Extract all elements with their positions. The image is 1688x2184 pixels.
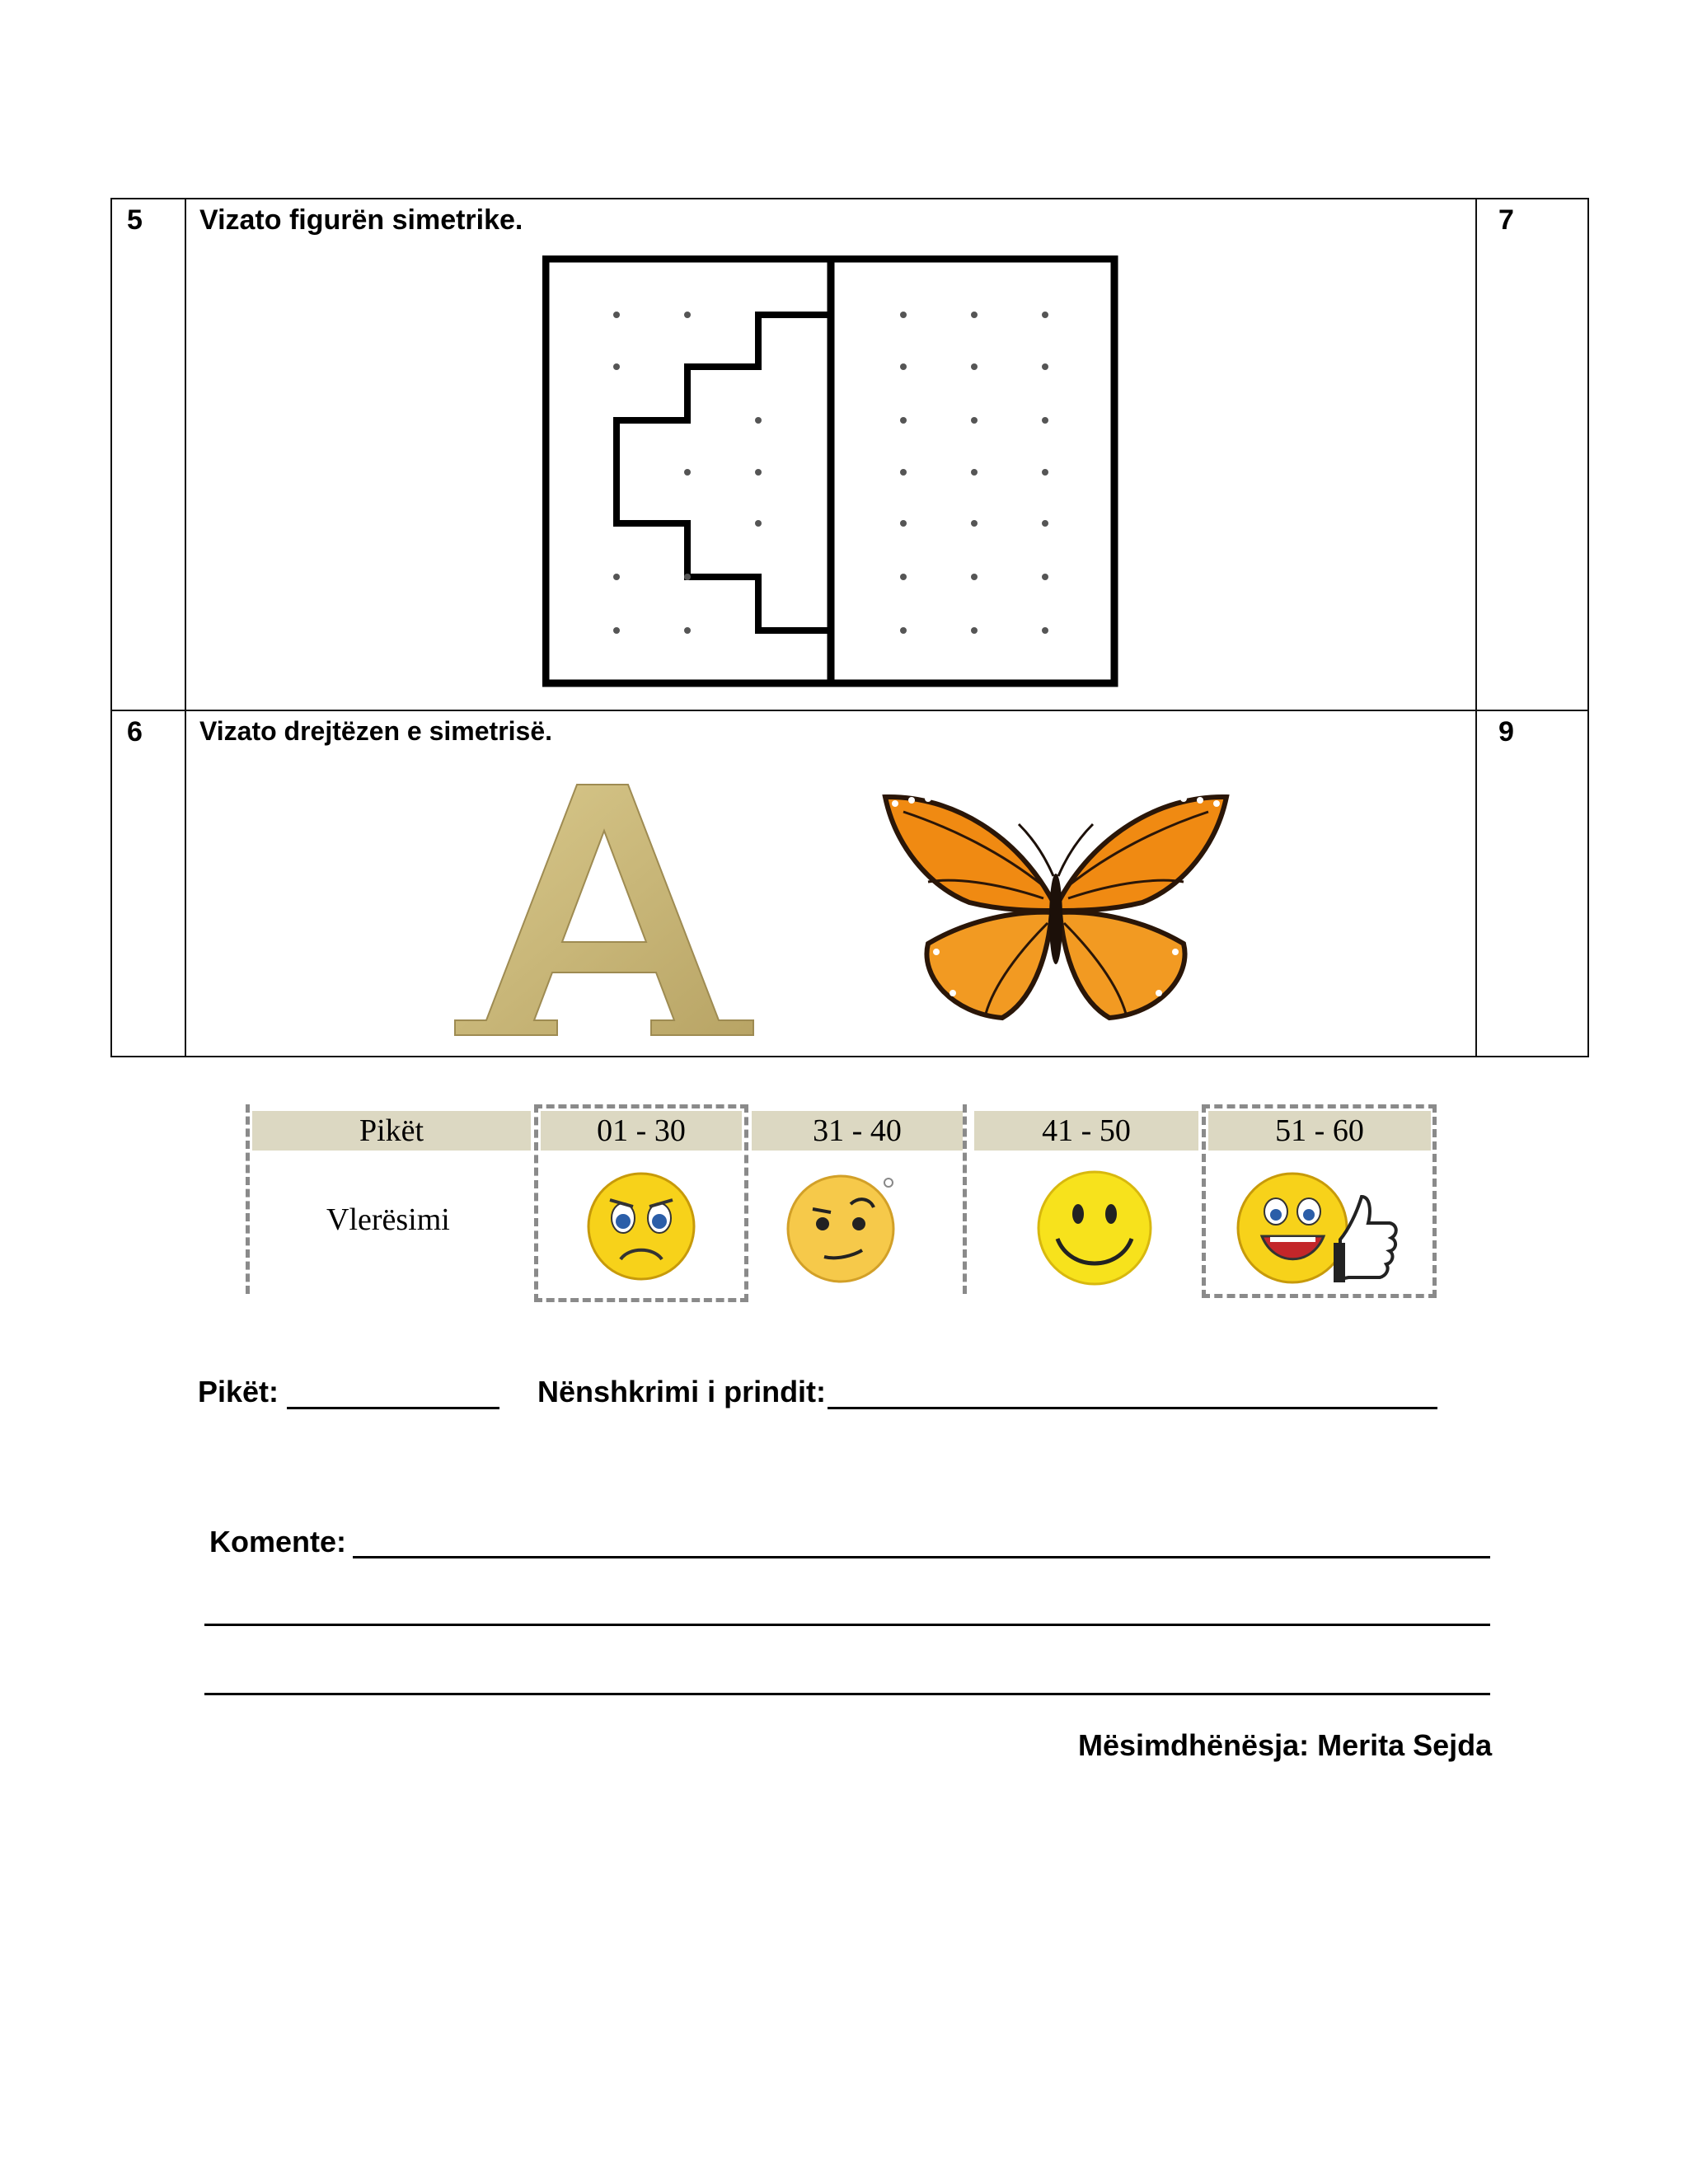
dashed-border	[963, 1104, 967, 1294]
score-header-label: Pikët	[252, 1111, 531, 1151]
score-range: 31 - 40	[752, 1111, 963, 1151]
question-number: 6	[127, 716, 143, 748]
question-number-cell	[111, 199, 185, 710]
question-points: 7	[1498, 204, 1514, 236]
question-number: 5	[127, 204, 143, 236]
comments-line-2[interactable]	[204, 1624, 1490, 1626]
question-row-6	[111, 710, 1588, 1057]
butterfly-image	[879, 787, 1233, 1026]
dashed-border	[246, 1104, 250, 1294]
question-body-cell	[185, 710, 1476, 1057]
points-label: Pikët:	[198, 1375, 279, 1408]
score-table	[246, 1104, 1441, 1302]
sad-face-icon	[584, 1169, 699, 1284]
question-row-5	[111, 199, 1588, 710]
score-row-label: Vlerësimi	[326, 1202, 450, 1237]
thinking-face-icon	[788, 1176, 893, 1282]
points-blank-line[interactable]	[287, 1407, 499, 1409]
symmetry-grid-figure	[542, 255, 1119, 688]
signature-label: Nënshkrimi i prindit:	[537, 1375, 827, 1408]
question-points-cell	[1476, 199, 1588, 710]
comments-label: Komente:	[209, 1525, 347, 1558]
question-prompt: Vizato figurën simetrike.	[199, 204, 523, 236]
comments-line-1[interactable]	[353, 1556, 1490, 1558]
score-range: 01 - 30	[541, 1111, 742, 1151]
question-prompt: Vizato drejtëzen e simetrisë.	[199, 716, 553, 747]
question-points: 9	[1498, 716, 1514, 748]
question-number-cell	[111, 710, 185, 1057]
score-range: 41 - 50	[974, 1111, 1198, 1151]
teacher-name: Mësimdhënësja: Merita Sejda	[1078, 1728, 1493, 1762]
letter-a-image	[453, 781, 755, 1037]
score-range: 51 - 60	[1208, 1111, 1431, 1151]
question-body-cell	[185, 199, 1476, 710]
signature-blank-line[interactable]	[828, 1407, 1437, 1409]
thumbs-up-face-icon	[1233, 1164, 1406, 1287]
questions-table	[110, 198, 1589, 1057]
comments-line-3[interactable]	[204, 1693, 1490, 1695]
smile-face-icon	[1033, 1169, 1156, 1288]
question-points-cell	[1476, 710, 1588, 1057]
